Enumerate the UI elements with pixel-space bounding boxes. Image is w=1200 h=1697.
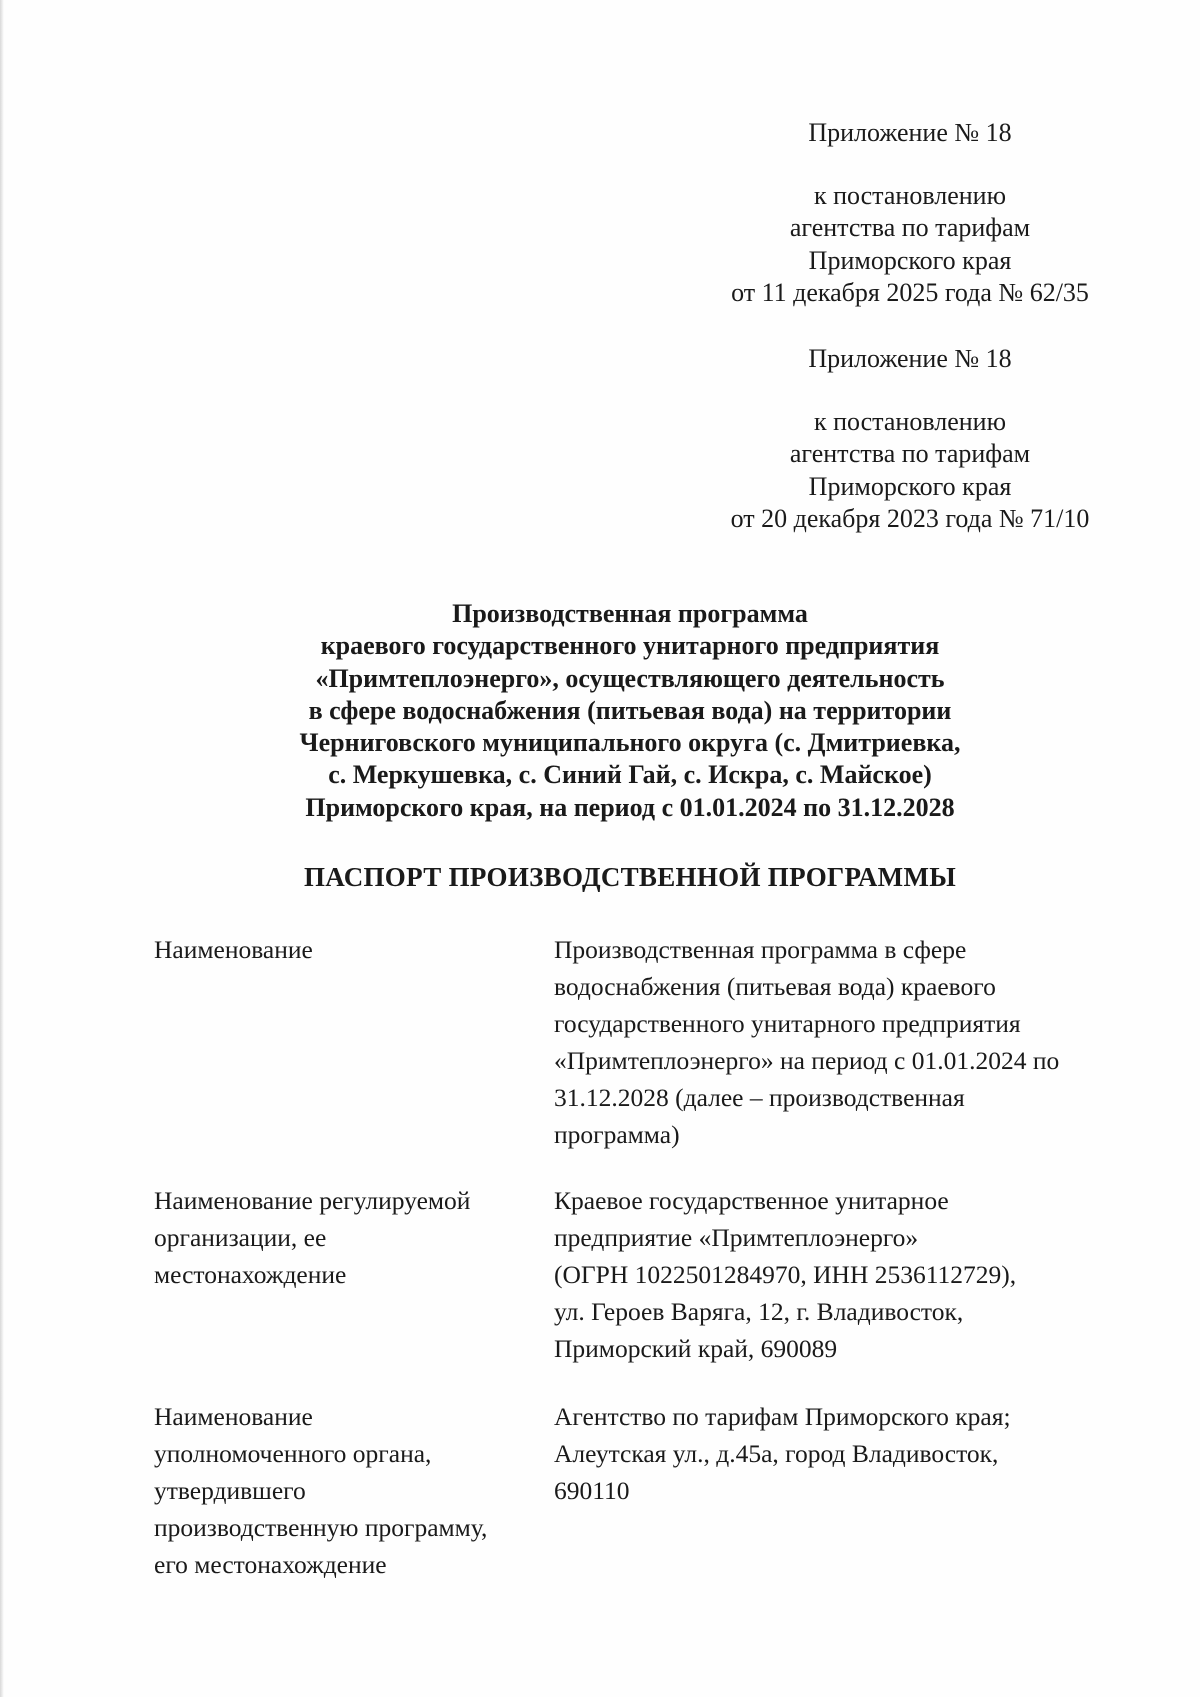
value-line: 690110 — [554, 1476, 630, 1505]
value-line: Агентство по тарифам Приморского края; — [554, 1402, 1011, 1431]
value-line: государственного унитарного предприятия — [554, 1009, 1021, 1038]
passport-row-value — [554, 1182, 1134, 1367]
label-line: Наименование — [154, 935, 313, 964]
appendix-line: Приморского края — [808, 471, 1012, 501]
appendix-line: агентства по тарифам — [789, 439, 1031, 468]
title-line: в сфере водоснабжения (питьевая вода) на территории — [308, 695, 952, 725]
title-line: краевого государственного унитарного предприятия — [320, 631, 940, 661]
title-line: Черниговского муниципального округа (с. Дмитриевка, — [299, 728, 961, 758]
appendix-date-line: от 20 декабря 2023 года № 71/10 — [730, 504, 1090, 533]
value-line: Производственная программа в сфере — [554, 935, 967, 964]
label-line: Наименование регулируемой — [154, 1186, 471, 1215]
value-line: (ОГРН 1022501284970, ИНН 2536112729), — [554, 1260, 1017, 1289]
document-title — [160, 598, 1100, 824]
appendix-number: Приложение № 18 — [808, 118, 1012, 147]
label-line: производственную программу, — [154, 1513, 488, 1542]
label-line: Наименование — [154, 1402, 313, 1431]
value-line: Краевое государственное унитарное — [554, 1186, 949, 1215]
title-line: с. Меркушевка, с. Синий Гай, с. Искра, с. Майское) — [328, 760, 932, 790]
passport-row-value — [554, 1398, 1134, 1509]
label-line: его местонахождение — [154, 1550, 387, 1579]
value-line: Алеутская ул., д.45а, город Владивосток, — [554, 1439, 999, 1468]
label-line: уполномоченного органа, — [154, 1439, 432, 1468]
label-line: организации, ее — [154, 1223, 327, 1252]
title-line: «Примтеплоэнерго», осуществляющего деятельность — [315, 663, 945, 693]
label-line: утвердившего — [154, 1476, 306, 1505]
appendix-line: Приморского края — [808, 245, 1012, 275]
appendix-date-line: от 11 декабря 2025 года № 62/35 — [731, 278, 1089, 307]
value-line: предприятие «Примтеплоэнерго» — [554, 1223, 919, 1252]
passport-row-value — [554, 931, 1134, 1153]
value-line: 31.12.2028 (далее – производственная — [554, 1083, 965, 1112]
value-line: Приморский край, 690089 — [554, 1334, 838, 1363]
appendix-number: Приложение № 18 — [808, 344, 1012, 373]
appendix-header-previous — [700, 343, 1120, 536]
value-line: программа) — [554, 1120, 680, 1149]
title-line: Приморского края, на период с 01.01.2024 по 31.12.2028 — [305, 792, 955, 822]
passport-row-label — [154, 931, 544, 968]
value-line: «Примтеплоэнерго» на период с 01.01.2024 по — [554, 1046, 1060, 1075]
appendix-line: агентства по тарифам — [789, 213, 1031, 242]
appendix-line: к постановлению — [813, 180, 1007, 210]
scan-edge-shadow — [0, 0, 4, 1697]
passport-heading: ПАСПОРТ ПРОИЗВОДСТВЕННОЙ ПРОГРАММЫ — [303, 862, 957, 892]
title-line: Производственная программа — [452, 599, 808, 628]
value-line: ул. Героев Варяга, 12, г. Владивосток, — [554, 1297, 964, 1326]
appendix-line: к постановлению — [813, 406, 1007, 436]
passport-row-label — [154, 1182, 544, 1293]
appendix-header-current — [700, 117, 1120, 310]
passport-row-label — [154, 1398, 544, 1583]
label-line: местонахождение — [154, 1260, 347, 1289]
value-line: водоснабжения (питьевая вода) краевого — [554, 972, 996, 1001]
